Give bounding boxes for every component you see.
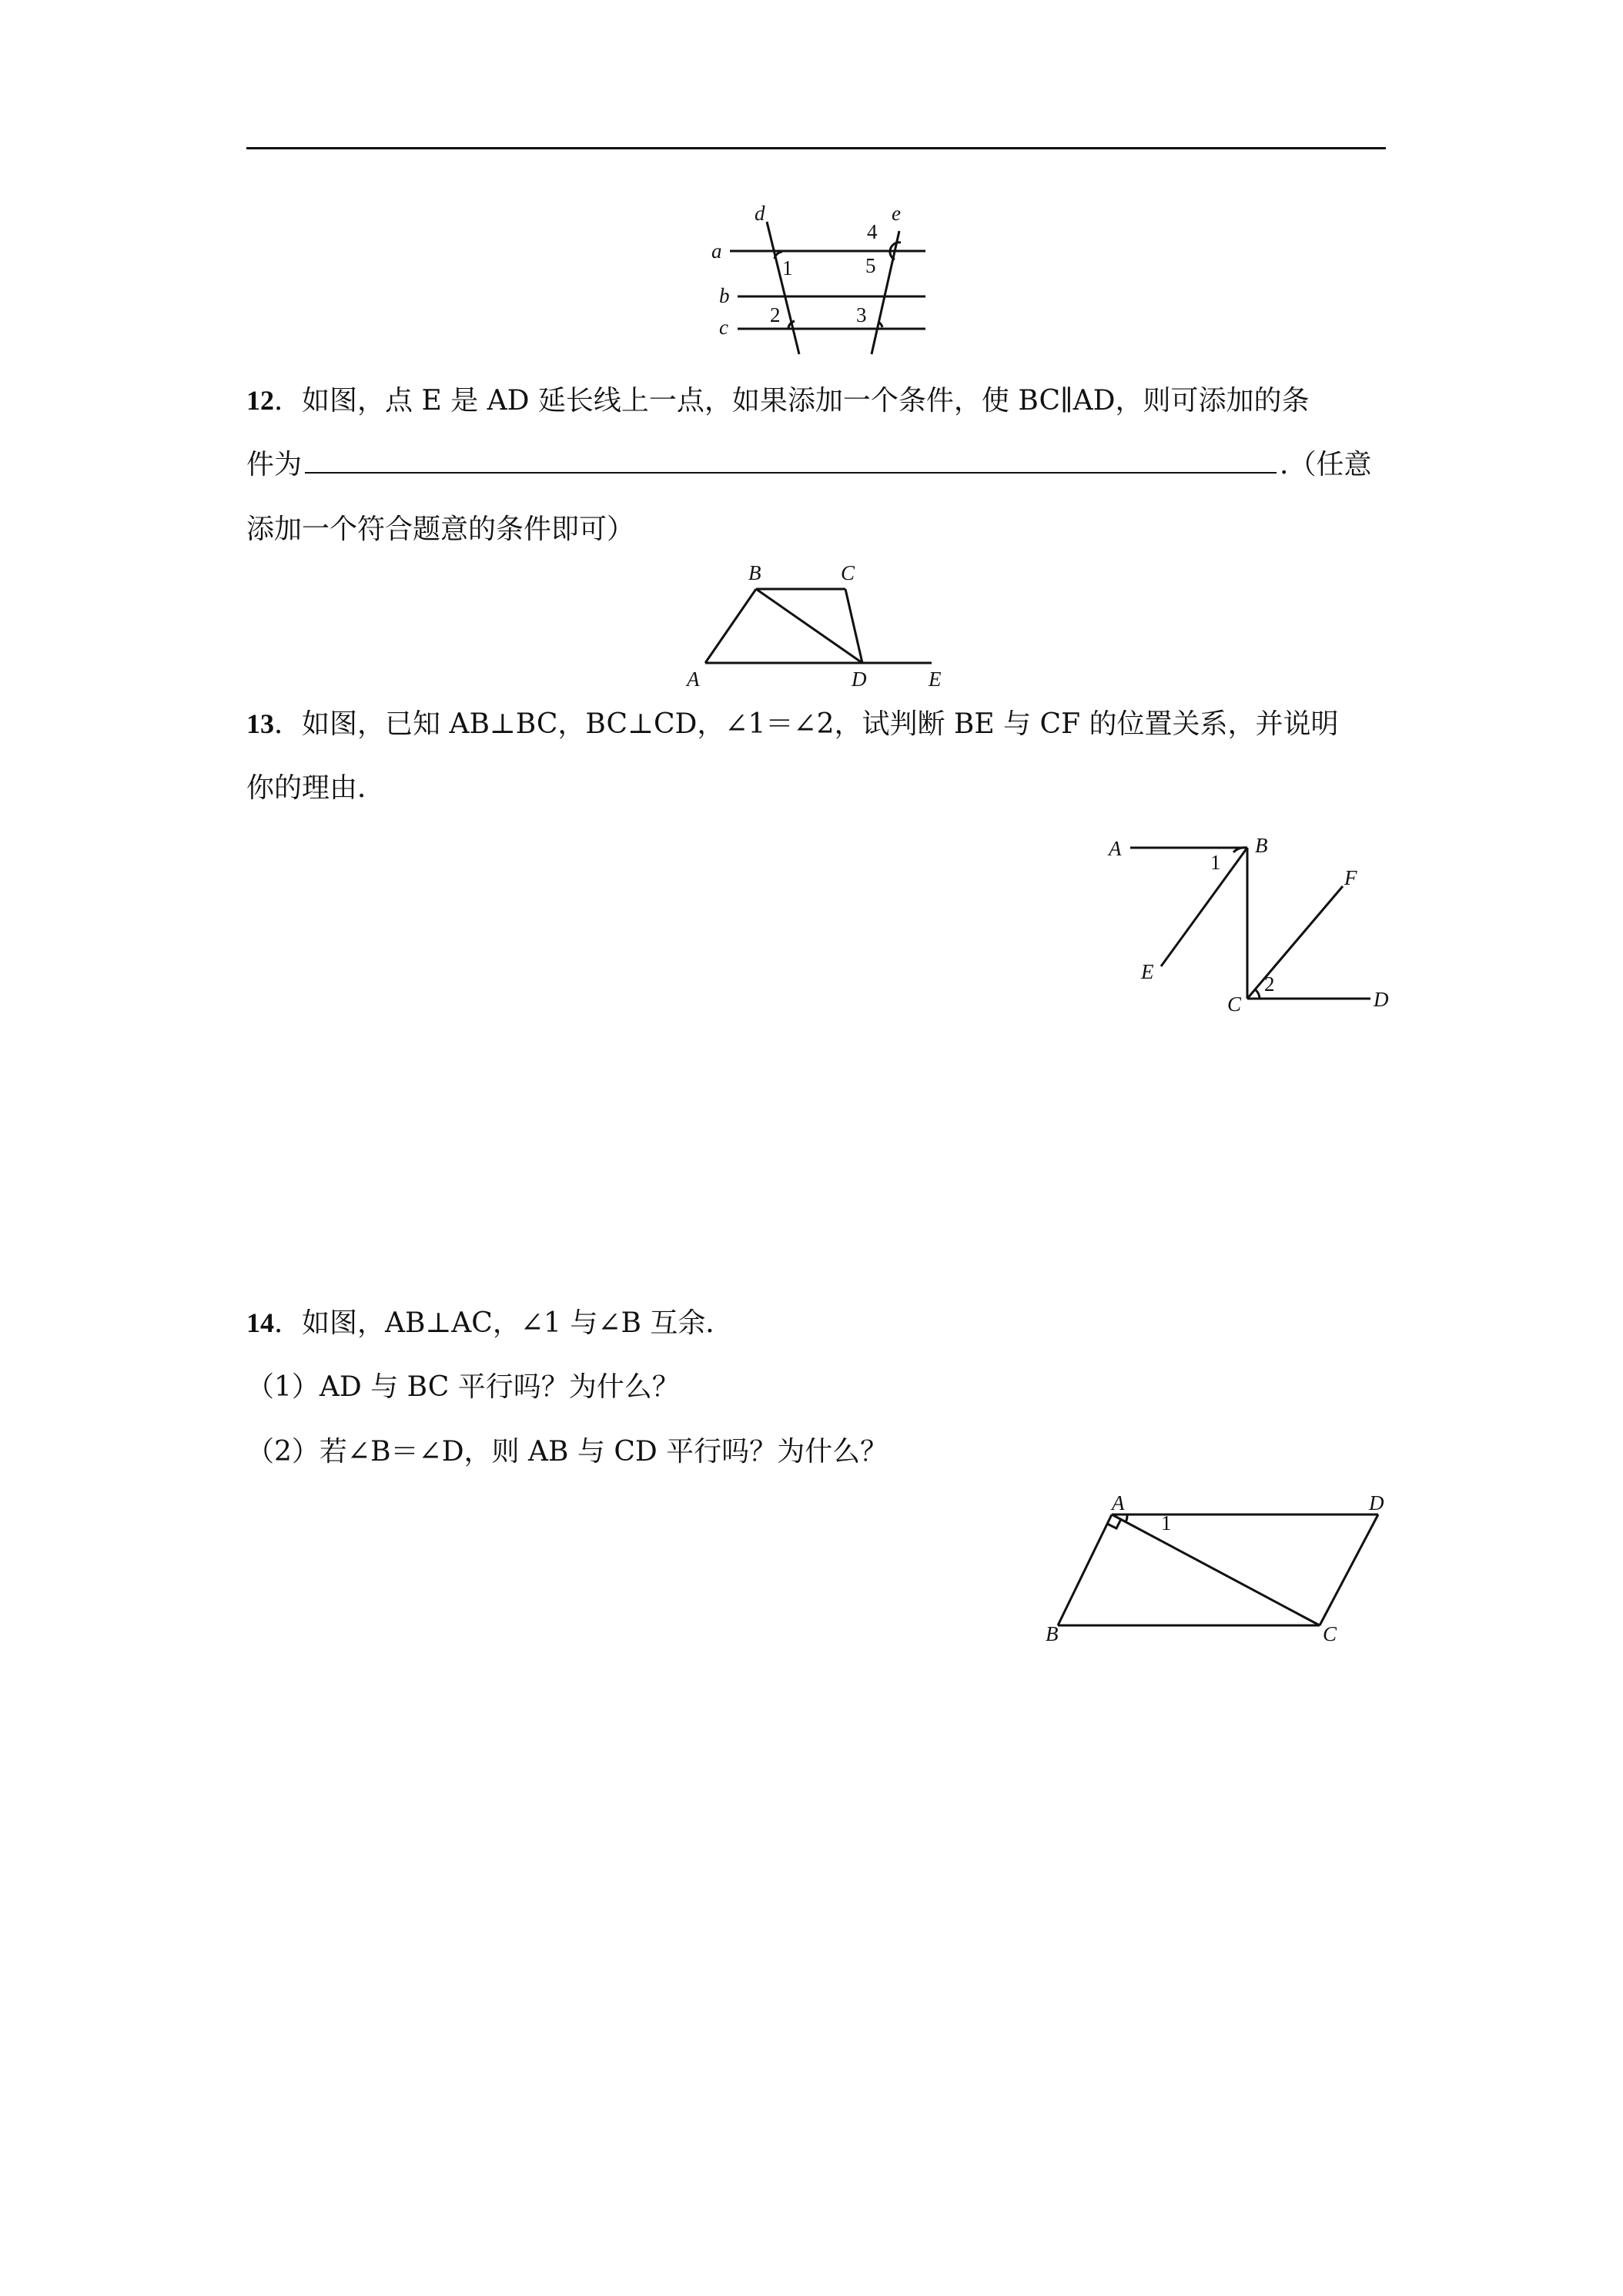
label-b: b [719,284,730,307]
angle-4-label: 4 [867,220,878,243]
segment-AB [1058,1514,1112,1625]
q12-text-suffix: .（任意 [1280,449,1372,480]
figure-q13-svg [1093,828,1401,1020]
q13-number: 13 [246,708,274,739]
segment-AC [1112,1514,1320,1625]
q12-line2 [246,447,1371,484]
label-A: A [687,668,700,691]
q14-number: 14 [246,1307,274,1338]
q14-text-part2: （2）若∠B＝∠D，则 AB 与 CD 平行吗？为什么？ [246,1436,888,1468]
q14-part2 [246,1434,888,1471]
angle-1-label: 1 [1161,1511,1172,1535]
q14-text-line1: ．如图，AB⊥AC，∠1 与∠B 互余． [274,1307,734,1339]
q12-line1 [246,382,1310,420]
label-d: d [755,202,765,225]
q14-part1 [246,1369,680,1406]
label-E: E [1141,960,1154,983]
q12-text-prefix: 件为 [246,449,303,480]
label-c: c [719,316,728,339]
angle-1-arc [775,252,782,259]
line-d [767,222,799,354]
angle-2-arc [1255,989,1260,999]
label-A: A [1109,837,1122,860]
angle-2-label: 2 [1264,972,1275,996]
label-B: B [748,561,761,584]
q12-text-line1: ．如图，点 E 是 AD 延长线上一点，如果添加一个条件，使 BC∥AD，则可添加的条 [274,385,1310,417]
angle-1-label: 1 [1210,851,1221,874]
label-C: C [1227,992,1242,1016]
q13-text-line2: 你的理由． [246,772,386,804]
header-rule [246,147,1386,149]
label-e: e [892,202,901,225]
q14-line1 [246,1304,733,1342]
angle-3-arc [879,323,882,327]
segment-AB [705,589,756,663]
figure-q14 [1032,1490,1401,1652]
segment-BE [1161,848,1247,966]
label-D: D [1369,1491,1384,1514]
label-E: E [929,668,942,691]
angle-1-label: 1 [782,256,793,279]
label-A: A [1112,1491,1125,1514]
segment-CF [1247,886,1343,999]
figure-q11 [693,200,947,362]
q12-line3 [246,511,634,548]
label-F: F [1344,866,1357,889]
label-D: D [1374,988,1389,1011]
q13-text-line1: ．如图，已知 AB⊥BC，BC⊥CD，∠1＝∠2，试判断 BE 与 CF 的位置关系，并说明 [274,708,1339,740]
label-B: B [1046,1622,1059,1645]
figure-q14-svg [1032,1490,1401,1652]
q13-line2 [246,770,385,807]
angle-5-label: 5 [865,254,876,277]
segment-DC [1320,1514,1378,1625]
figure-q13 [1093,828,1401,1020]
label-C: C [1323,1622,1337,1645]
label-B: B [1255,834,1268,857]
angle-2-label: 2 [770,303,781,326]
segment-BD [756,589,862,663]
figure-q12 [678,558,955,697]
angle-3-label: 3 [856,303,867,326]
figure-q11-svg [693,200,947,362]
line-e [872,231,899,354]
q12-text-line3: 添加一个符合题意的条件即可） [246,514,635,545]
figure-q12-svg [678,558,955,697]
q14-text-part1: （1）AD 与 BC 平行吗？为什么？ [246,1371,680,1403]
q12-answer-blank[interactable] [305,449,1277,474]
label-a: a [711,239,722,263]
q12-number: 12 [246,385,274,416]
label-C: C [841,561,855,584]
q13-line1 [246,705,1339,743]
label-D: D [852,668,867,691]
